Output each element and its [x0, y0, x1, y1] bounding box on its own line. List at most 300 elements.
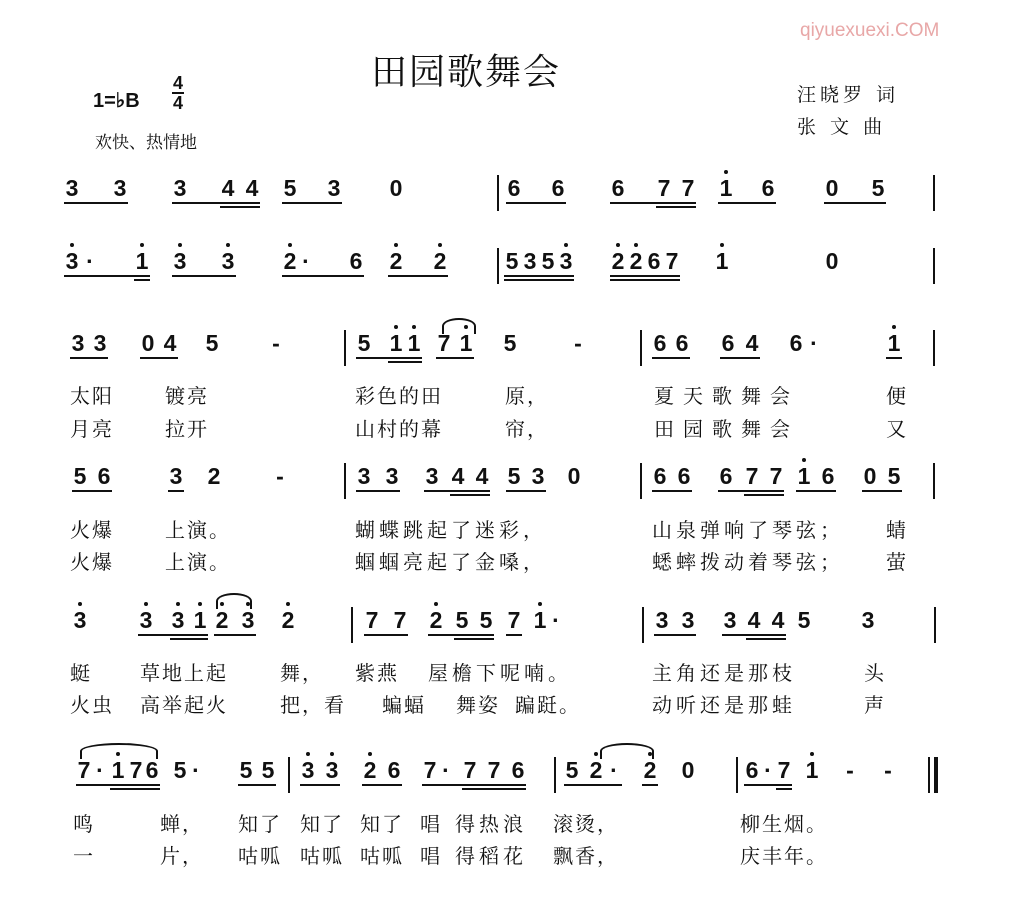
augmentation-dot: · [302, 248, 310, 274]
note: 6 [653, 330, 667, 356]
barline [736, 757, 738, 793]
lyric: 蜻 [886, 518, 908, 542]
augmentation-dot: · [552, 607, 560, 633]
lyric: 把，看 [280, 693, 346, 717]
lyric: 蝉， [160, 812, 204, 836]
barline [497, 248, 499, 284]
lyric: 头 [864, 661, 886, 685]
note: 5 [73, 463, 87, 489]
underline [654, 634, 696, 636]
note: 6 [507, 175, 521, 201]
note: 7 [507, 607, 521, 633]
octave-dot [616, 243, 620, 247]
underline [110, 788, 160, 790]
barline [640, 330, 642, 366]
dash: - [574, 330, 582, 356]
barline [288, 757, 290, 793]
note: 7 [657, 175, 671, 201]
octave-dot [810, 752, 814, 756]
underline [610, 275, 680, 277]
note: 0 [141, 330, 155, 356]
note: 7 [77, 757, 91, 783]
underline [282, 275, 364, 277]
note: 4 [221, 175, 235, 201]
lyric: 火爆 [70, 518, 114, 542]
underline [862, 490, 902, 492]
note: 5 [541, 248, 555, 274]
octave-dot [288, 243, 292, 247]
note: 2 [611, 248, 625, 274]
underline [642, 784, 658, 786]
lyric: 飘香， [553, 844, 619, 868]
note: 2 [433, 248, 447, 274]
note: 1 [797, 463, 811, 489]
lyric: 舞姿 [456, 693, 500, 717]
barline [642, 607, 644, 643]
lyric: 知了 [360, 812, 404, 836]
note: 1 [533, 607, 547, 633]
note: 4 [245, 175, 259, 201]
underline [504, 275, 574, 277]
note: 5 [565, 757, 579, 783]
note: 7 [777, 757, 791, 783]
underline [652, 357, 690, 359]
note: 6 [675, 330, 689, 356]
note: 6 [677, 463, 691, 489]
lyric: 山村的幕 [355, 417, 443, 441]
lyric: 彩色的田 [355, 384, 443, 408]
note: 6 [719, 463, 733, 489]
underline [744, 784, 792, 786]
note: 3 [65, 248, 79, 274]
note: 1 [805, 757, 819, 783]
note: 3 [523, 248, 537, 274]
underline [422, 784, 526, 786]
barline [928, 757, 930, 793]
note: 3 [71, 330, 85, 356]
dash: - [276, 463, 284, 489]
note: 1 [389, 330, 403, 356]
lyric: 庆丰年。 [740, 844, 828, 868]
slur [442, 318, 476, 334]
note: 0 [825, 248, 839, 274]
underline [796, 490, 836, 492]
lyric: 唱 [420, 812, 442, 836]
note: 3 [325, 757, 339, 783]
note: 3 [681, 607, 695, 633]
note: 6 [97, 463, 111, 489]
underline [610, 279, 680, 281]
note: 6 [647, 248, 661, 274]
site-watermark: qiyuexuexi.COM [800, 20, 940, 41]
note: 1 [887, 330, 901, 356]
lyricist-credit: 汪晓罗 词 [797, 84, 900, 106]
octave-dot [306, 752, 310, 756]
lyric: 紫燕 [355, 661, 399, 685]
lyric: 滚烫， [553, 812, 619, 836]
note: 3 [65, 175, 79, 201]
lyric: 得热浪 [455, 812, 527, 836]
barline [554, 757, 556, 793]
augmentation-dot: · [192, 757, 200, 783]
underline [172, 202, 260, 204]
underline [140, 357, 178, 359]
note: 6 [387, 757, 401, 783]
octave-dot [412, 325, 416, 329]
dash: - [272, 330, 280, 356]
barline [344, 463, 346, 499]
slur [80, 743, 158, 759]
barline [933, 330, 935, 366]
underline [824, 202, 886, 204]
note: 4 [475, 463, 489, 489]
note: 3 [655, 607, 669, 633]
note: 0 [825, 175, 839, 201]
note: 1 [193, 607, 207, 633]
lyric: 咕呱 [360, 844, 404, 868]
underline [388, 361, 422, 363]
note: 5 [505, 248, 519, 274]
lyric: 火虫 [70, 693, 114, 717]
augmentation-dot: · [442, 757, 450, 783]
augmentation-dot: · [610, 757, 618, 783]
barline [934, 607, 936, 643]
note: 2 [629, 248, 643, 274]
lyric: 蝙蝠 [382, 693, 426, 717]
key-signature: 1=♭B [93, 90, 140, 112]
underline [134, 279, 150, 281]
octave-dot [564, 243, 568, 247]
note: 5 [507, 463, 521, 489]
note: 3 [173, 175, 187, 201]
note: 3 [221, 248, 235, 274]
lyric: 动听还是那蛙 [652, 693, 796, 717]
note: 7 [487, 757, 501, 783]
tempo-marking: 欢快、热情地 [95, 133, 197, 153]
octave-dot [394, 325, 398, 329]
note: 2 [363, 757, 377, 783]
lyric: 上演。 [165, 550, 231, 574]
note: 4 [163, 330, 177, 356]
underline [282, 202, 342, 204]
lyric: 得稻花 [455, 844, 527, 868]
note: 2 [283, 248, 297, 274]
note: 3 [723, 607, 737, 633]
lyric: 月亮 [70, 417, 114, 441]
note: 3 [93, 330, 107, 356]
octave-dot [594, 752, 598, 756]
time-signature-top: 4 [172, 73, 183, 93]
note: 3 [385, 463, 399, 489]
octave-dot [394, 243, 398, 247]
note: 6 [821, 463, 835, 489]
octave-dot [368, 752, 372, 756]
underline [722, 634, 786, 636]
note: 3 [861, 607, 875, 633]
note: 7 [665, 248, 679, 274]
underline [362, 784, 402, 786]
lyric: 高举起火 [140, 693, 228, 717]
lyric: 便 [886, 384, 908, 408]
note: 2 [643, 757, 657, 783]
octave-dot [720, 243, 724, 247]
underline [506, 202, 566, 204]
note: 7 [437, 330, 451, 356]
note: 7 [129, 757, 143, 783]
note: 0 [567, 463, 581, 489]
underline [70, 357, 108, 359]
note: 4 [745, 330, 759, 356]
underline [886, 357, 902, 359]
underline [454, 638, 494, 640]
note: 5 [283, 175, 297, 201]
lyric: 镀亮 [165, 384, 209, 408]
lyric: 咕呱 [238, 844, 282, 868]
lyric: 拉开 [165, 417, 209, 441]
underline [428, 634, 494, 636]
underline [746, 638, 786, 640]
lyric: 蟋蟀拨动着琴弦； [652, 550, 844, 574]
octave-dot [178, 243, 182, 247]
lyric: 唱 [420, 844, 442, 868]
octave-dot [78, 602, 82, 606]
note: 7 [769, 463, 783, 489]
note: 5 [205, 330, 219, 356]
note: 2 [429, 607, 443, 633]
lyric: 又 [886, 417, 908, 441]
lyric: 片， [160, 844, 204, 868]
note: 2 [207, 463, 221, 489]
note: 5 [503, 330, 517, 356]
note: 6 [653, 463, 667, 489]
note: 3 [357, 463, 371, 489]
note: 4 [747, 607, 761, 633]
note: 6 [721, 330, 735, 356]
note: 6 [145, 757, 159, 783]
note: 3 [531, 463, 545, 489]
note: 6 [611, 175, 625, 201]
dash: - [884, 757, 892, 783]
lyric: 一 [73, 844, 95, 868]
note: 6 [349, 248, 363, 274]
underline [776, 788, 792, 790]
slur [216, 593, 252, 609]
augmentation-dot: · [764, 757, 772, 783]
lyric: 太阳 [70, 384, 114, 408]
note: 2 [215, 607, 229, 633]
note: 3 [425, 463, 439, 489]
dash: - [846, 757, 854, 783]
octave-dot [802, 458, 806, 462]
underline [436, 357, 474, 359]
note: 5 [871, 175, 885, 201]
note: 4 [451, 463, 465, 489]
note: 2 [281, 607, 295, 633]
lyric: 帘， [505, 417, 549, 441]
lyric: 萤 [886, 550, 908, 574]
underline [238, 784, 276, 786]
note: 2 [389, 248, 403, 274]
octave-dot [634, 243, 638, 247]
lyric: 夏天歌舞会 [654, 384, 799, 408]
underline [72, 490, 112, 492]
note: 1 [719, 175, 733, 201]
octave-dot [70, 243, 74, 247]
underline [356, 490, 400, 492]
lyric: 咕呱 [300, 844, 344, 868]
underline [720, 357, 760, 359]
note: 3 [559, 248, 573, 274]
octave-dot [144, 602, 148, 606]
octave-dot [176, 602, 180, 606]
underline [64, 202, 128, 204]
note: 6 [551, 175, 565, 201]
barline [933, 463, 935, 499]
underline [364, 634, 408, 636]
lyric: 主角还是那枝 [652, 661, 796, 685]
lyric: 声 [864, 693, 886, 717]
barline [640, 463, 642, 499]
note: 7 [745, 463, 759, 489]
note: 7 [423, 757, 437, 783]
note: 6 [761, 175, 775, 201]
note: 0 [863, 463, 877, 489]
augmentation-dot: · [86, 248, 94, 274]
lyric: 上演。 [165, 518, 231, 542]
note: 5 [239, 757, 253, 783]
underline [172, 275, 236, 277]
underline [656, 206, 696, 208]
note: 4 [771, 607, 785, 633]
octave-dot [892, 325, 896, 329]
underline [138, 634, 208, 636]
note: 3 [241, 607, 255, 633]
note: 3 [139, 607, 153, 633]
note: 5 [357, 330, 371, 356]
octave-dot [286, 602, 290, 606]
augmentation-dot: · [96, 757, 104, 783]
octave-dot [330, 752, 334, 756]
lyric: 蹁跹。 [515, 693, 581, 717]
note: 0 [389, 175, 403, 201]
note: 1 [407, 330, 421, 356]
lyric: 知了 [300, 812, 344, 836]
note: 3 [327, 175, 341, 201]
note: 3 [173, 248, 187, 274]
underline [744, 494, 784, 496]
note: 5 [173, 757, 187, 783]
slur [600, 743, 654, 759]
note: 5 [455, 607, 469, 633]
barline [933, 175, 935, 211]
lyric: 鸣 [73, 812, 95, 836]
note: 5 [261, 757, 275, 783]
underline [564, 784, 622, 786]
note: 5 [797, 607, 811, 633]
note: 7 [365, 607, 379, 633]
underline [652, 490, 692, 492]
note: 6 [789, 330, 803, 356]
barline [933, 248, 935, 284]
note: 2 [589, 757, 603, 783]
composer-credit: 张 文 曲 [797, 116, 887, 138]
song-title: 田园歌舞会 [371, 52, 562, 93]
underline [168, 490, 184, 492]
underline [214, 634, 256, 636]
barline [497, 175, 499, 211]
note: 7 [463, 757, 477, 783]
lyric: 原， [505, 384, 549, 408]
underline [220, 206, 260, 208]
time-signature-bottom: 4 [172, 93, 183, 113]
note: 0 [681, 757, 695, 783]
lyric: 火爆 [70, 550, 114, 574]
underline [506, 490, 546, 492]
augmentation-dot: · [810, 330, 818, 356]
underline [170, 638, 208, 640]
note: 5 [887, 463, 901, 489]
underline [506, 634, 522, 636]
note: 3 [169, 463, 183, 489]
underline [356, 357, 422, 359]
underline [718, 490, 784, 492]
lyric: 蝴蝶跳起了迷彩， [355, 518, 547, 542]
octave-dot [724, 170, 728, 174]
barline [351, 607, 353, 643]
underline [462, 788, 526, 790]
octave-dot [538, 602, 542, 606]
note: 3 [171, 607, 185, 633]
underline [300, 784, 340, 786]
underline [610, 202, 696, 204]
note: 3 [113, 175, 127, 201]
lyric: 柳生烟。 [740, 812, 828, 836]
note: 3 [73, 607, 87, 633]
lyric: 山泉弹响了琴弦； [652, 518, 844, 542]
underline [718, 202, 776, 204]
lyric: 舞， [280, 661, 324, 685]
underline [76, 784, 160, 786]
octave-dot [140, 243, 144, 247]
octave-dot [438, 243, 442, 247]
lyric: 蜓 [70, 661, 92, 685]
underline [64, 275, 150, 277]
underline [504, 279, 574, 281]
octave-dot [226, 243, 230, 247]
lyric: 田园歌舞会 [654, 417, 799, 441]
note: 6 [745, 757, 759, 783]
note: 6 [511, 757, 525, 783]
octave-dot [434, 602, 438, 606]
lyric: 屋檐下呢喃。 [428, 661, 572, 685]
octave-dot [198, 602, 202, 606]
final-barline [934, 757, 938, 793]
note: 1 [715, 248, 729, 274]
note: 7 [393, 607, 407, 633]
note: 7 [681, 175, 695, 201]
note: 1 [135, 248, 149, 274]
barline [344, 330, 346, 366]
lyric: 草地上起 [140, 661, 228, 685]
note: 1 [111, 757, 125, 783]
lyric: 知了 [238, 812, 282, 836]
note: 5 [479, 607, 493, 633]
underline [450, 494, 490, 496]
lyric: 蝈蝈亮起了金嗓， [355, 550, 547, 574]
note: 1 [459, 330, 473, 356]
note: 3 [301, 757, 315, 783]
underline [388, 275, 448, 277]
